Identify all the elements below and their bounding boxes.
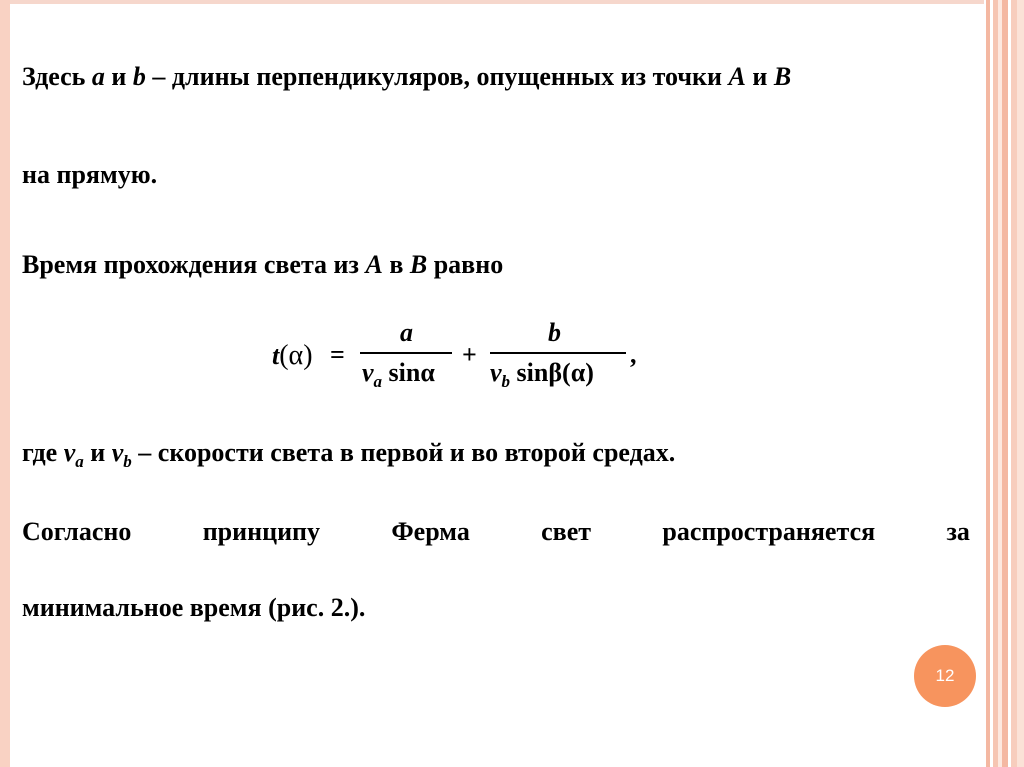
- slide-top-border: [0, 0, 1024, 4]
- text-segment: в: [382, 250, 410, 279]
- subscript-b: b: [501, 372, 511, 391]
- page-number-badge: 12: [914, 645, 976, 707]
- word: свет: [541, 517, 592, 546]
- var-a: a: [400, 318, 413, 347]
- text-segment: и: [83, 438, 112, 467]
- fraction-2-bar: [490, 352, 626, 354]
- fraction-2-denominator: [490, 358, 594, 392]
- word: Согласно: [22, 517, 132, 546]
- fraction-1-denominator: [362, 358, 435, 392]
- sin-function: sin: [388, 358, 421, 387]
- slide-right-stripes: [984, 0, 1024, 767]
- var-v: v: [63, 438, 76, 467]
- point-a: A: [365, 250, 383, 279]
- point-b: B: [409, 250, 428, 279]
- equals-sign: =: [330, 340, 345, 369]
- point-b: B: [773, 62, 792, 91]
- lhs-argument: (α): [279, 340, 313, 371]
- fraction-2-numerator: [548, 318, 561, 348]
- word: принципу: [202, 517, 321, 546]
- text-segment: равно: [427, 250, 504, 279]
- text-line-travel-time: [22, 250, 503, 280]
- text-segment: – скорости света в первой и во второй средах.: [131, 438, 676, 467]
- fraction-1-bar: [360, 352, 452, 354]
- sin-function: sin: [516, 358, 549, 387]
- var-b: b: [132, 62, 146, 91]
- text-line-fermat: [22, 517, 970, 547]
- comma: ,: [630, 340, 637, 369]
- formula-lhs: [272, 340, 313, 372]
- subscript-b: b: [123, 452, 132, 471]
- text-line-minimal-time: минимальное время (рис. 2.).: [22, 593, 366, 622]
- word: за: [946, 517, 970, 546]
- alpha: α: [420, 358, 435, 387]
- text-line-perpendiculars: [22, 62, 791, 92]
- point-a: A: [728, 62, 746, 91]
- var-v: v: [490, 358, 502, 387]
- fraction-1-numerator: [400, 318, 413, 348]
- text-segment: где: [22, 438, 64, 467]
- slide-left-border: [0, 0, 10, 767]
- plus-sign: +: [462, 340, 477, 369]
- text-segment: и: [104, 62, 133, 91]
- var-b: b: [548, 318, 561, 347]
- var-v: v: [362, 358, 374, 387]
- beta-of-alpha: β(α): [548, 358, 594, 387]
- word: распространяется: [662, 517, 876, 546]
- text-segment: Здесь: [22, 62, 92, 91]
- var-t: t: [272, 341, 280, 370]
- text-segment: и: [745, 62, 774, 91]
- text-line-on-line: на прямую.: [22, 160, 158, 189]
- subscript-a: a: [373, 372, 383, 391]
- text-segment: – длины перпендикуляров, опущенных из точки: [145, 62, 729, 91]
- text-line-speeds: [22, 438, 675, 477]
- word: Ферма: [391, 517, 470, 546]
- var-a: a: [91, 62, 105, 91]
- var-v: v: [111, 438, 124, 467]
- text-segment: Время прохождения света из: [22, 250, 366, 279]
- subscript-a: a: [75, 452, 84, 471]
